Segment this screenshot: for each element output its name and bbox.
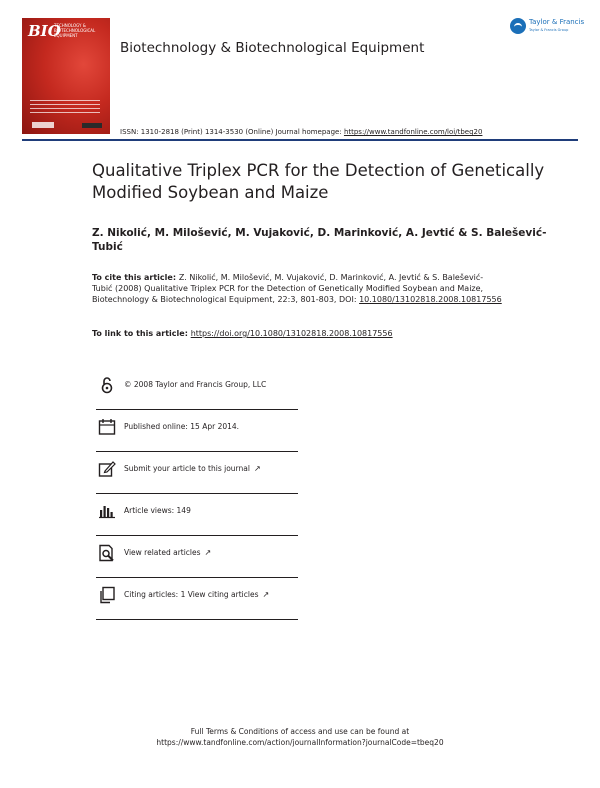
published-text: Published online: 15 Apr 2014. bbox=[124, 422, 240, 431]
cite-label: To cite this article: bbox=[92, 273, 179, 282]
taylor-francis-icon bbox=[510, 18, 526, 34]
search-document-icon bbox=[98, 544, 116, 562]
publisher-tagline: Taylor & Francis Group bbox=[529, 28, 569, 32]
related-articles-link[interactable] bbox=[124, 548, 211, 557]
info-row-related[interactable] bbox=[96, 536, 298, 578]
external-link-icon: ↗ bbox=[262, 590, 270, 599]
article-authors: Z. Nikolić, M. Milošević, M. Vujaković, D. Marinković, A. Jevtić & S. Balešević-Tubić bbox=[92, 227, 547, 253]
article-doi-link[interactable]: https://doi.org/10.1080/13102818.2008.10817556 bbox=[190, 329, 393, 338]
cover-logo: BIO bbox=[28, 22, 61, 40]
pencil-edit-icon bbox=[98, 460, 116, 478]
bar-chart-icon bbox=[98, 502, 116, 520]
info-row-published bbox=[96, 410, 298, 452]
issn-line bbox=[120, 128, 482, 136]
submit-article-link[interactable] bbox=[124, 464, 261, 473]
citation-block bbox=[92, 272, 502, 305]
link-label: To link to this article: bbox=[92, 329, 191, 338]
open-access-lock-icon bbox=[98, 376, 116, 394]
publisher-name: Taylor & Francis bbox=[529, 18, 585, 26]
footer bbox=[0, 726, 600, 748]
journal-homepage-link[interactable]: https://www.tandfonline.com/loi/tbeq20 bbox=[343, 128, 483, 136]
header-divider bbox=[22, 139, 578, 141]
footer-terms-link[interactable]: https://www.tandfonline.com/action/journalInformation?journalCode=tbeq20 bbox=[156, 738, 444, 747]
cover-decoration bbox=[30, 100, 100, 116]
cover-subtitle: TECHNOLOGY & BIOTECHNOLOGICAL EQUIPMENT bbox=[54, 23, 96, 38]
info-row-views bbox=[96, 494, 298, 536]
cover-badge-dark bbox=[82, 123, 102, 128]
calendar-icon bbox=[98, 418, 116, 436]
cover-badge bbox=[32, 122, 54, 128]
article-title: Qualitative Triplex PCR for the Detection of Genetically Modified Soybean and Maize bbox=[92, 161, 545, 202]
citing-articles-label: Citing articles: 1 View citing articles bbox=[124, 590, 259, 599]
submit-article-label: Submit your article to this journal bbox=[124, 464, 250, 473]
copyright-text: © 2008 Taylor and Francis Group, LLC bbox=[124, 380, 267, 389]
related-articles-label: View related articles bbox=[124, 548, 201, 557]
info-rows bbox=[96, 368, 298, 620]
info-row-submit[interactable] bbox=[96, 452, 298, 494]
issn-text: ISSN: 1310-2818 (Print) 1314-3530 (Online) Journal homepage: bbox=[120, 128, 344, 136]
article-views-text: Article views: 149 bbox=[124, 506, 191, 515]
citing-articles-link[interactable] bbox=[124, 590, 269, 599]
journal-title: Biotechnology & Biotechnological Equipment bbox=[120, 40, 425, 56]
info-row-citing[interactable] bbox=[96, 578, 298, 620]
publisher-logo[interactable] bbox=[510, 16, 585, 38]
article-link-line bbox=[92, 328, 512, 339]
journal-cover-image bbox=[22, 18, 110, 134]
info-row-copyright bbox=[96, 368, 298, 410]
footer-terms-text: Full Terms & Conditions of access and use can be found at bbox=[190, 727, 410, 736]
cite-text: Z. Nikolić, M. Milošević, M. Vujaković, D. Marinković, A. Jevtić & S. Balešević-Tubić (2008) Qualitative Triplex PCR for the Detection of Genetically Modified Soybean and Maize, Biotechnology & Biotechnological Equipment, 22:3, 801-803, DOI: bbox=[92, 273, 484, 304]
external-link-icon: ↗ bbox=[253, 464, 261, 473]
copy-documents-icon bbox=[98, 586, 116, 604]
cite-doi-link[interactable]: 10.1080/13102818.2008.10817556 bbox=[359, 295, 502, 304]
external-link-icon: ↗ bbox=[204, 548, 212, 557]
